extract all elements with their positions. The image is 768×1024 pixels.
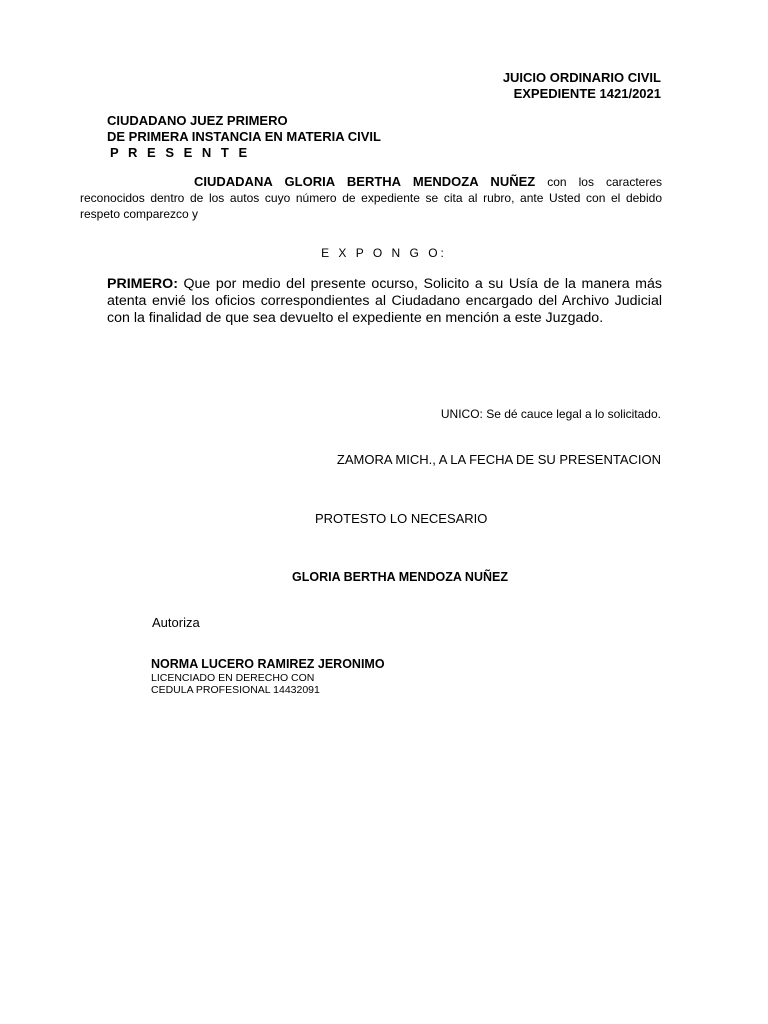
case-type: JUICIO ORDINARIO CIVIL [502,70,661,85]
addressee-block [107,113,381,161]
signer-name: GLORIA BERTHA MENDOZA NUÑEZ [292,570,508,584]
petitioner-name: CIUDADANA GLORIA BERTHA MENDOZA NUÑEZ [194,174,536,189]
case-reference [503,70,661,102]
intro-text: con los caracteres reconocidos dentro de los autos cuyo número de expediente se cita al rubro, ante Usted con el debido respeto comparezco y [80,175,662,221]
primero-label: PRIMERO: [107,276,178,292]
credential-line-2: CEDULA PROFESIONAL 14432091 [151,684,320,696]
lawyer-name: NORMA LUCERO RAMIREZ JERONIMO [151,657,385,671]
primero-paragraph [107,276,662,327]
place-date-line: ZAMORA MICH., A LA FECHA DE SU PRESENTACION [336,452,661,467]
unico-line: UNICO: Se dé cauce legal a lo solicitado. [440,407,661,421]
authorization-label: Autoriza [152,615,200,630]
lawyer-credential [151,672,320,696]
primero-text: Que por medio del presente ocurso, Solicito a su Usía de la manera más atenta envié los oficios correspondientes al Ciudadano encargado del Archivo Judicial con la finalidad de que sea devuelto el expediente en mención a este Juzgado. [107,276,662,326]
file-number: EXPEDIENTE 1421/2021 [513,86,661,101]
protesto-line: PROTESTO LO NECESARIO [315,511,488,526]
addressee-line-3: P R E S E N T E [110,145,251,160]
expongo-heading: E X P O N G O: [321,246,447,260]
addressee-line-1: CIUDADANO JUEZ PRIMERO [107,113,288,128]
intro-paragraph [80,174,662,222]
credential-line-1: LICENCIADO EN DERECHO CON [151,672,315,684]
addressee-line-2: DE PRIMERA INSTANCIA EN MATERIA CIVIL [107,129,381,144]
